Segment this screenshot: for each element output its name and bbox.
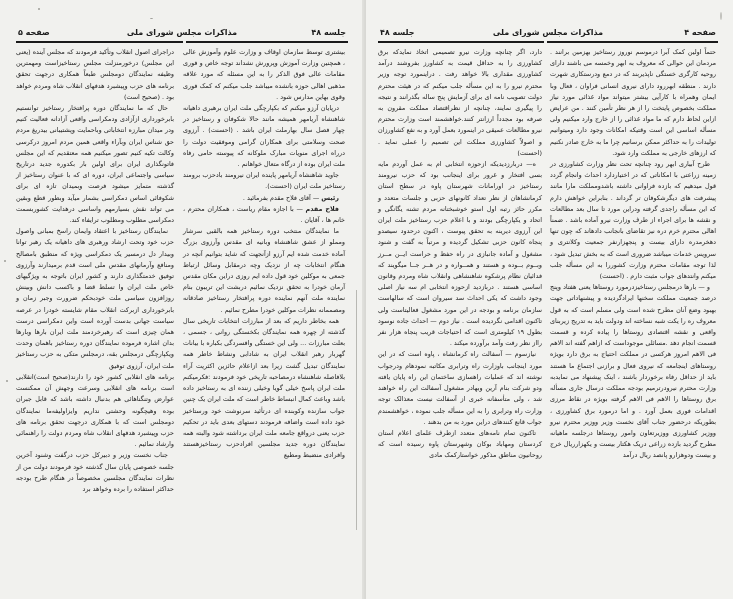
paragraph: ه— دربارزدیدیکه ازحوزه انتخابی ام به عمل آوردم مایه بسی افتخار و غرور برای اینجانب بود که حزب نیرومند رستاخیز در اورامانات شهرستان پاوه در سطح استان کرمانشاهان از نظر تعداد کانونهای حزبی و جلسات متعدد و مکرر حائز رتبه اول استو خوشبختانه مردم تشنه یگانگی و اتحاد و یکپارچگی بودند و با اعلام حزب رستاخیز ملت ایران این آرزوی دیرینه به تحقق پیوست ، اکنون درحدود سیصدو پنجاه کانون حزبی تشکیل گردیده و مرتباً به گفت و شنود مشغول و آماده جانبازی در راه حفظ و حراست ایــن مــرز وبــوم بــوده و هستند و همــواره و در هــر جــا میگویند که فدائیان نظام پرشکوه شاهنشاهی وانقلاب شاه ومردم وقانون اساسی هستند . دربازدید ازحوزه انتخابی ام سه نیاز اصلی وجود داشت که یکی احداث سد سیروان است که سالهاست سازمان برنامه و بودجه در این مورد مشغول فعالیتاست ولی تاکنون اقدامی نگردیده است . نیاز دوم — احداث جاده نوسود بطول ۱۹ کیلومتری است که احتیاجات قریب پنجاه هزار نفر رااز نظر رفت وآمد برآورده میکند . <box>378 160 542 348</box>
header-title: مذاکرات مجلس شورای ملی <box>126 28 238 37</box>
paragraph: و — بارها درمجلس رستاخیزدرمورد روستاها یعنی هفتاد وپنج درصد جمعیت مملکت سخنها ایرادگردیده و پیشنهاداتی جهت بهبود وضع آنان مطرح شده است ولی مسلم است که به قول معروف ره را یکت شبه نساخته اند ودولت باید به تدریج زیربنای واقعی و نقشه اقتصادی روستاها را پیاده کرده و قسمت قسمت انجام دهد .مسائلی موجوداست که ازاهم گفته اند الاهم فی الاهم امروز هرکسی در مملکت احتیاج به برق دارد بویژه روستاهای اینجامعه که نیروی فعال و برازنی اجتماع ما هستند باید از حداقل رفاه برخوردار باشند ، اینک پیشنهاد می نمایدبه وزارت محترم نیرودرترمیم بودجه مملکت درسال جاری مسأله برق روستاها را الاهم فی الاهم گرفته بویژه در نقاط مرزی اقدامات فوری بعمل آورد . و اما درمورد برق کشاورزی ، بطوریکه درحضور جناب آقای نخست وزیر ووزیر محترم نیرو ووزیر کشاورزی ووزیرتعاون وامور روستاها درجلسه ماهیانه مطرح گردید بازده زراعی دریک هکتار بیست و یکهزارریال خرج و بیست ودوهزارو پانصد ریال درآمد <box>550 283 716 460</box>
paragraph: درپایان آرزو میکنم که بکپارچگی ملت ایران برهبری داهیانه شاهنشاه آریامهر همیشه مانند حالا شکوفان و رستاخیز در چهار فصل سال بهارملت ایران باشد . (احسنت) . آرزوی صحت وسلامتی برای همکاران گرامی وموفقیت دولت را درراه اجرای منویات مبارک ملوکانه که پیوسته حامی رفاه ملت ایران بوده از درگاه متعال خواهانم . <box>183 104 345 169</box>
paragraph: طرح آبیاری ابهر رود چنانچه تحت نظر وزارت کشاورزی در زمینه زراعتی با امکاناتی که در اختیاردارد احداث وانجام گردد قول میدهیم که بازده فراوانی داشته باشدومملکت مارا مانند پیشرفت های دیگرشکوفان تر گرداند . بنابراین خواهش دارم که این مسأله راجدی گرفته ودراین مورد تا سال بعد مطالعات و نقشه ها برای اجراء از طرف وزارت نیرو آماده باشد . ضمناً اهالی محترم خرم دره نیز تقاضای بانجانب دادهاند که چون تنها دهخرمدره دارای بیست و پنجهزارنفر جمعیت وکلانتری و سرویس خدمات میباشد ضروری است که به بخش تبدیل شود ، لذا توجه مقامات محترم وزارت کشوررا به این مسأله جلب میکنم وانتدهای جواب مثبت دارم . (احسنت) <box>550 160 716 281</box>
paragraph: حال که ما نمایندگان دوره پرافتخار رستاخیز توانستیم بابرخورداری ازآزادی ودمکراسی واقعی آزادانه فعالیت کنیم ودر میدان مبارزه انتخاباتی وباحمایت وپشتیبانی بیدریغ مردم حق شناس ایران وبآراء واقعی همین مردم امروز درکرسی وکالت تکیه کنیم تصور میکنیم همه معتقدیم که این مجلس فاتونگذاری ایران برای اولین بار بکدوره جدید درتاریخ سیاسی واجتماعی ایران، دوره ای که با عنوان رستاخیز از گذشته متمایز میشود فرصت وبمیدان تازه ای برای شکوفائی اساس دمکراسی بشمار میآید وبطور قطع وبقین می تواند نقش بسیارمهم واساسی درهدایت کشوربسمت دمکراسی مطلوب ومطلوب ترایفاء کند. <box>16 104 174 225</box>
paragraph: برنامه های انقلابی کشور خود را دارند(صحیح است)انقلابی است برنامه های انقلابی وسرعت وجهش آن ممکنست عوارض وتنگناهائی هم بدنبال داشته باشد که قابل جبران بوده وهیچگونه وحشتی نداریم وایزاولیفه‌ما نمایندگان دومجلس است که با همکاری درجهت تحقق برنامه های حزب وپیشبرد هدفهای انقلاب شاه ومردم دولت را راهنمائی وارشاد نمائیم . <box>16 372 174 449</box>
session-number: جلسه ۴۸ <box>380 28 415 37</box>
paragraph: نمایندگان رستاخیز با اعتقاد وایمان راسخ بمبانی واصول حزب خود وتحت ارشاد ورهبری های داهیانه یک رهبر توانا وبیدار دل درمسیر یک دمکراسی ویژه که منطبق بامصالح ومنافع وآرمانهای مقدس ملی است قدم برمیدارند وآرزوی توفیق خدمتگذاری دارند و کشور ایران باتوجه به ویژگیهای خاص ملت ایران وا تسلط قضا و باکسب دانش وبینش روزافزون سیاسی ملت خودبحکم ضرورت وجبر زمان و بابرخورداری ازبرکت انقلاب مقام شایسته خودرا در عرصه سیاست جهانی بدست آورده است واین دمکراسی درست همان چیزی است که رهبرخردمند ملت ایران بارها وبارها بدان اشاره فرموده نمایندگان دوره رستاخیز باهمان وحدت ویکپارچگی درمجلس بقه، درمجلس متکی به حزب رستاخیز ملت ایران، آرزوی توفیق <box>16 227 174 370</box>
paragraph: ما نمایندگان منتخب دوره رستاخیز همه بالقبی سرشار ومملو از عشق شاهنشاه وبانیه ای مقدس وآرزوی بزرگ آماده خدمت شده ایم آرزو ازآنجهت که شاید بتوانیم آنچه در هنگام انتخابات چه از نزدیک وچه درمقابل وسائل ارتباط جمعی به موکلین خود قول داده ایم روزی دراین مکان مقدس آرمان خودرا به تحقق نزدیک نمائیم دربشت این تریبون بنام نماینده ملت آنهم نماینده دوره پرافتخار رستاخیز صادقانه ومصممانه نظرات موکلین خودرا مطرح نمائیم . <box>183 227 345 314</box>
right-page-left-column <box>378 47 542 462</box>
paragraph: نیازسوم — آسفالت راه کرمانشاه ، پاوه است که در این مورد اینجانب باوزارت راه وترابری مکاتبه نمودهام ودرجواب نوشته اند که عملیات راهسازی ساختمان این راه پایان یافته ودو شرکت بنام آرین وبهادر مشغول آسفالت این راه خواهند شد ، ولی متأسفانه خبری از آسفالت نیست معذالک توجه وزارت راه وترابری را به این مسأله جلب نموده ، خواهشمندم جواب قانع کنندهای دراین مورد به من بدهند . <box>378 350 542 426</box>
right-page-right-column <box>550 47 716 462</box>
left-page-right-column <box>183 47 345 462</box>
speaker-line <box>183 204 345 226</box>
speaker-name: رئیس <box>321 193 339 202</box>
rule-gap <box>544 40 547 44</box>
scan-speck <box>4 260 6 262</box>
column-divider <box>356 290 357 530</box>
paragraph: جناب نخست وزیر و دبیرکل حزب درگفت وشنود آخرین جلسه خصوصی پایان سال گذشته خود فرمودند دولت من از نظرات نمایندگان مجلسین مخصوصاً در هنگام طرح بودجه حداکثر استفاده را برده وخواهد برد <box>16 451 174 493</box>
paragraph: دراجرای اصول انقلاب وتأکید فرمودند که مجلس آینده (یعنی این مجلس) درخورمنزلت مجلس رستاخیزاست ومهمترین وظیفه نمایندگان دومجلس طبعاً همکاری درجهت تحقق برنامه های حزب وپیشبرد هدفهای انقلاب شاه ومردم خواهد بود . (صحیح است) <box>16 48 174 101</box>
left-page-left-column <box>16 47 174 495</box>
rule-gap <box>183 40 186 44</box>
speaker-text: — با اجازه مقام ریاست ، همکاران محترم ، خانم ها ، آقایان . <box>183 204 345 225</box>
speaker-line <box>183 193 345 204</box>
paragraph: جاوید شاهنشاه آریامهر پاینده ایران نیرومند بادحزب برومند رستاخیز ملت ایران (احسنت). <box>183 171 345 191</box>
right-page-header <box>380 28 716 42</box>
right-page <box>366 0 733 599</box>
page-number: صفحه ۴ <box>684 28 716 37</box>
speaker-text: — آقای فلاح مقدم بفرمائید . <box>242 193 320 202</box>
left-page-header <box>18 28 346 42</box>
paragraph: دارد، اگر چنانچه وزارت نیرو تصمیمی اتخاذ نمایدکه برق کشاورزی را به حداقل قیمت به کشاورز بفروشند درآمد کشاورزی مقداری بالا خواهد رفت . دراینمورد توجه وزیر محترم نیرو را به این مسأله جلب میکنم که در هیئت محترم دولت تصویب نامه ای برای آزمایش پنج ساله بگذرانند و نتیجه را پیگیری نمایند، چنانچه از نظراقتصاد مملکت مقرون به صرفه بود مجدداً ارزانتر کنند.خواهشمند است وزارت محترم نیرو مطالعات عمیقی در اینمورد بعمل آورد و به نفع کشاورزان و اصولاً کشاورزی مملکت این تصمیم را عملی نماید . (احسنت) <box>378 48 542 157</box>
header-rule <box>378 41 718 43</box>
paragraph: تاکنون تمام نامه‌های متعدد ازطرف علمای اعلام استان کردستان ومهاباد بوکان وشهرستان پاوه رسیده است که روحانیون مناطق مذکور خواستارکمک مادی <box>378 428 542 460</box>
scan-speck <box>6 380 8 382</box>
scan-speck <box>38 8 40 10</box>
left-page <box>0 0 366 599</box>
paragraph: حتماً اولین کمک آبرا درموسم نوروز رستاخیز بهزمین برانند . مردمان این حوالی که معروف به ابهر وخمسه می باشند دارای روحیه کارگری خستگی ناپذیربند که در دمع ودرستکاری شهرت دارند . منطقه ابهررود دارای نیروی انسانی فراوان ، فعال وبا ایمان وهمراه با کارآیی بیشتر میتواند مواد غذائی مورد نیاز مملکت بخصوص پایتخت را از هر نظر تأمین کنند . من عرایض ازاین لحاظ دارم که ما مواد غذائی را از خارج وارد میکنیم ولی مسأله اساسی این است وقتیکه امکانات وجود دارد ومیتوانیم تولیدات را به حداکثر ممکن برسانیم چرا ما به خارج صادر نکنیم که ارزهای خارجی به مملکت وارد شود. <box>550 48 716 157</box>
page-number: صفحه ۵ <box>18 28 50 37</box>
header-title: مذاکرات مجلس شورای ملی <box>492 28 604 37</box>
speaker-name: فلاح مقدم <box>305 204 339 213</box>
header-rule <box>16 41 348 43</box>
scan-speck <box>720 12 722 20</box>
session-number: جلسه ۴۸ <box>311 28 346 37</box>
scan-speck <box>150 18 153 19</box>
paragraph: همه بخاطر داریم که بعد از مبارزات انتخابات تاریخی سال گذشته از چهره همه نمایندگان بکخستگی روانی ، جسمی ، بعلت مبارزات ... ولی این خستگی وافسردگی بکباره با بیانات گهربار رهبر انقلاب ایران به شادابی ونشاط خاطر همه نمایندگان تبدیل گشت زیرا بعد ازاعلام حائزین اکثریت آراء بلافاصله شاهنشاه درمصاحبه تاریخی خود فرمودند :فکرمیکنم ملت ایران پاسخ خیلی گویا وخیلی زننده ای به رستاخیز داده باشد وباعث کمال انبساط خاطر است که ملت ایران یک چنین جواب سازنده وکوبنده ای درتأئید سرنوشت خود ورستاخیز خود داده است واضافه فرمودند دستهای بعدی باید در تحکیم حزب یعنی درواقع جامعه ملت ایران برداشته شود والبته همه نمایندگان دوره جدید مجلسین افرادحزب رستاخیزهستند وافرادی منضبط ومطیع <box>183 316 345 460</box>
paragraph: بیشتری توسط سازمان اوقاف و وزارت علوم وآموزش عالی ، همچنین وزارت آموزش وپرورش نشداند توجه خاص و فوری مقامات عالی فوق الذکر را به این مسئله که مورد علاقه مذهبی اهالی حوزه بانشده میباشد جلب میکنم که کمک فوری وقوی بهاین مدارس شود . <box>183 48 345 101</box>
